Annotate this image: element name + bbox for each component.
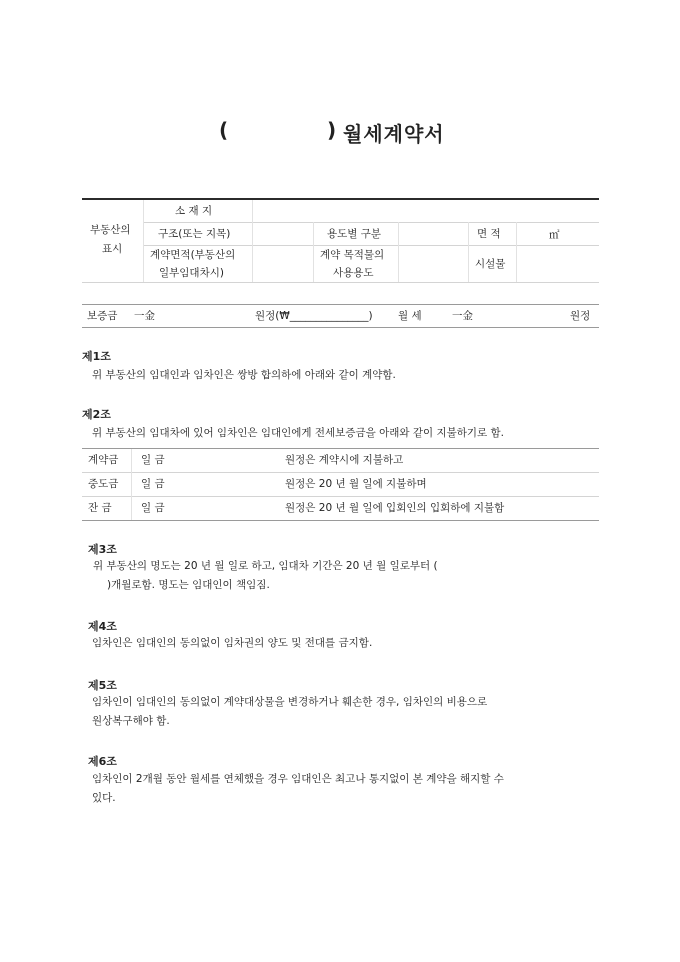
article-6-line-1: 임차인이 2개월 동안 월세를 연체했을 경우 임대인은 최고나 통지없이 본 계약을 해지할 수 [92, 773, 504, 785]
article-4-body [92, 634, 602, 653]
property-section-label-2: 표시 [102, 243, 123, 255]
article-6-body [92, 770, 602, 808]
article-1-title: 제1조 [82, 350, 111, 363]
article-3-title: 제3조 [88, 543, 117, 556]
property-section-label-1: 부동산의 [90, 224, 131, 236]
payment-row-1-label: 계약금 [88, 454, 119, 466]
payment-row-1-detail: 원정은 계약시에 지불하고 [285, 454, 404, 466]
area-label: 면 적 [477, 228, 501, 240]
rent-label: 월 세 [398, 310, 422, 322]
location-label: 소 재 지 [175, 205, 213, 217]
payment-row-2-detail: 원정은 20 년 월 일에 지불하며 [285, 478, 427, 490]
article-4-line-1: 임차인은 임대인의 동의없이 임차권의 양도 및 전대를 금지함. [92, 637, 373, 649]
article-1-line-1: 위 부동산의 임대인과 임차인은 쌍방 합의하에 아래와 같이 계약함. [92, 369, 396, 381]
article-2-title: 제2조 [82, 408, 111, 421]
title-main: 월세계약서 [343, 122, 445, 146]
purpose-label-1: 계약 목적물의 [320, 249, 385, 261]
contract-area-label-1: 계약면적(부동산의 [150, 249, 236, 261]
deposit-label: 보증금 [87, 310, 118, 322]
article-6-title: 제6조 [88, 755, 117, 768]
article-4-title: 제4조 [88, 620, 117, 633]
payment-row-2-amount: 일 금 [141, 478, 165, 490]
deposit-prefix: 一金 [134, 310, 155, 322]
payment-row-3-detail: 원정은 20 년 월 일에 입회인의 입회하에 지불함 [285, 502, 505, 514]
purpose-label-2: 사용용도 [333, 267, 374, 279]
deposit-won: 원정(₩_______________) [255, 310, 373, 322]
area-unit: ㎡ [549, 229, 560, 241]
title-close-paren: ) [327, 118, 338, 142]
article-2-body [92, 424, 602, 443]
rent-won: 원정 [570, 310, 591, 322]
contract-area-label-2: 일부임대차시) [159, 267, 224, 279]
article-3-line-1: 위 부동산의 명도는 20 년 월 일로 하고, 임대차 기간은 20 년 월 일로부터 ( [93, 560, 438, 572]
article-5-body [92, 693, 602, 731]
facility-label: 시설물 [475, 258, 506, 270]
article-5-line-2: 원상복구해야 함. [92, 715, 170, 727]
article-5-line-1: 임차인이 임대인의 동의없이 계약대상물을 변경하거나 훼손한 경우, 임차인의 비용으로 [92, 696, 488, 708]
article-6-line-2: 있다. [92, 792, 116, 804]
article-3-body [93, 557, 603, 595]
article-5-title: 제5조 [88, 679, 117, 692]
title-open-paren: ( [219, 118, 230, 142]
structure-label: 구조(또는 지목) [158, 228, 231, 240]
article-2-line-1: 위 부동산의 임대차에 있어 임차인은 임대인에게 전세보증금을 아래와 같이 지불하기로 함. [92, 427, 505, 439]
article-3-line-2: )개월로함. 명도는 임대인이 책임짐. [107, 579, 270, 591]
payment-row-1-amount: 일 금 [141, 454, 165, 466]
payment-row-3-label: 잔 금 [88, 502, 112, 514]
payment-row-2-label: 중도금 [88, 478, 119, 490]
payment-row-3-amount: 일 금 [141, 502, 165, 514]
usage-label: 용도별 구분 [327, 228, 382, 240]
rent-prefix: 一金 [452, 310, 473, 322]
article-1-body [92, 366, 602, 385]
